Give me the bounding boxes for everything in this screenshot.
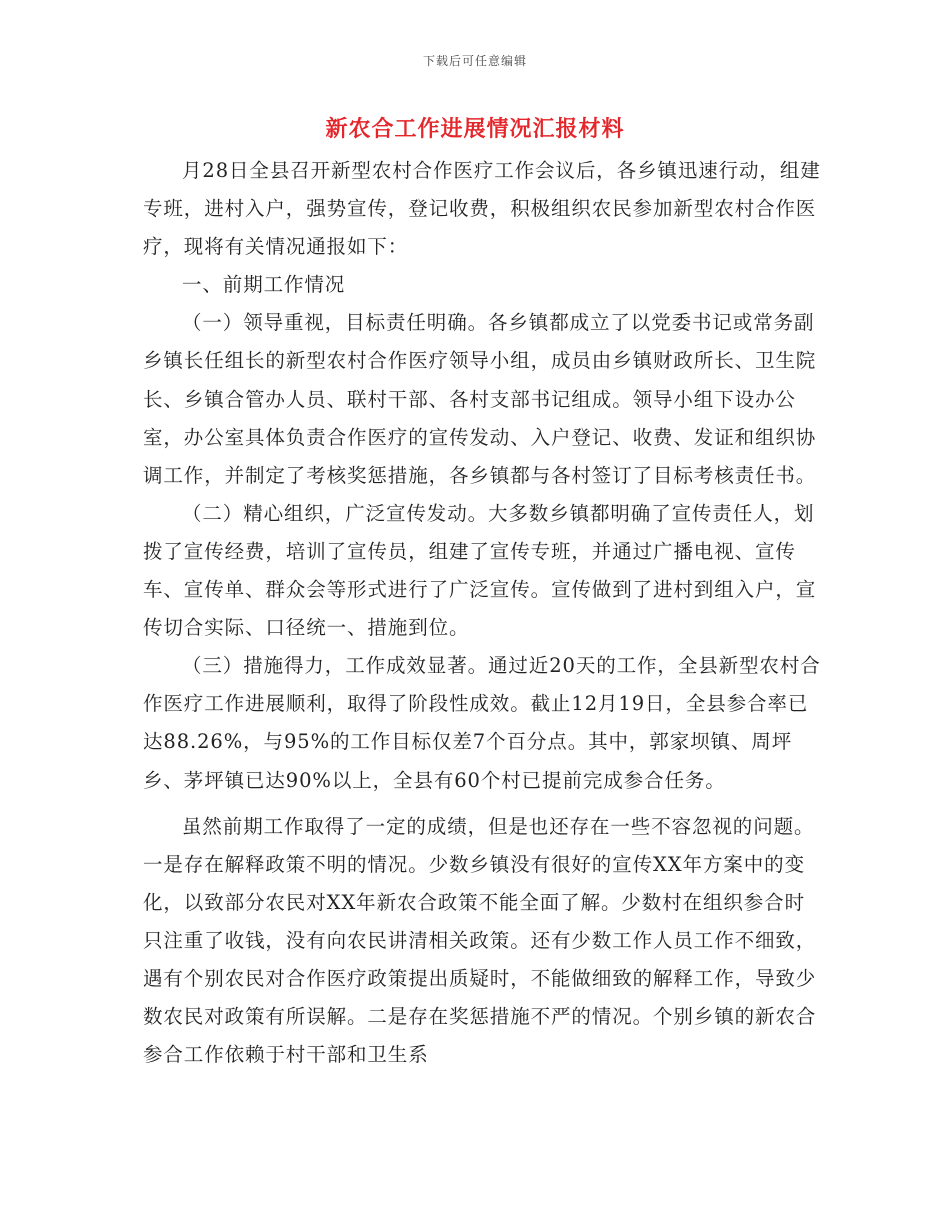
paragraph-problems: 虽然前期工作取得了一定的成绩，但是也还存在一些不容忽视的问题。一是存在解释政策不明的情况。少数乡镇没有很好的宣传XX年方案中的变化，以致部分农民对XX年新农合政策不能全面了解。少数村在组织参合时只注重了收钱，没有向农民讲清相关政策。还有少数工作人员工作不细致，遇有个别农民对合作医疗政策提出质疑时，不能做细致的解释工作，导致少数农民对政策有所误解。二是存在奖惩措施不严的情况。个别乡镇的新农合参合工作依赖于村干部和卫生系	[143, 814, 817, 1067]
page-header-note: 下载后可任意编辑	[422, 54, 527, 68]
paragraph-results: （三）措施得力，工作成效显著。通过近20天的工作，全县新型农村合作医疗工作进展顺利，取得了阶段性成效。截止12月19日，全县参合率已达88.26%，与95%的工作目标仅差7个百分点。其中，郭家坝镇、周坪乡、茅坪镇已达90%以上，全县有60个村已提前完成参合任务。	[143, 654, 821, 792]
section-heading-1: 一、前期工作情况	[182, 273, 346, 297]
paragraph-leadership: （一）领导重视，目标责任明确。各乡镇都成立了以党委书记或常务副乡镇长任组长的新型农村合作医疗领导小组，成员由乡镇财政所长、卫生院长、乡镇合管办人员、联村干部、各村支部书记组成。领导小组下设办公室，办公室具体负责合作医疗的宣传发动、入户登记、收费、发证和组织协调工作，并制定了考核奖惩措施，各乡镇都与各村签订了目标考核责任书。	[143, 311, 817, 487]
paragraph-publicity: （二）精心组织，广泛宣传发动。大多数乡镇都明确了宣传责任人，划拨了宣传经费，培训了宣传员，组建了宣传专班，并通过广播电视、宣传车、宣传单、群众会等形式进行了广泛宣传。宣传做到了进村到组入户，宣传切合实际、口径统一、措施到位。	[143, 501, 817, 640]
paragraph-intro: 月28日全县召开新型农村合作医疗工作会议后，各乡镇迅速行动，组建专班，进村入户，强势宣传，登记收费，积极组织农民参加新型农村合作医疗，现将有关情况通报如下：	[143, 159, 821, 259]
document-body	[143, 152, 823, 1074]
document-title: 新农合工作进展情况汇报材料	[325, 116, 625, 142]
